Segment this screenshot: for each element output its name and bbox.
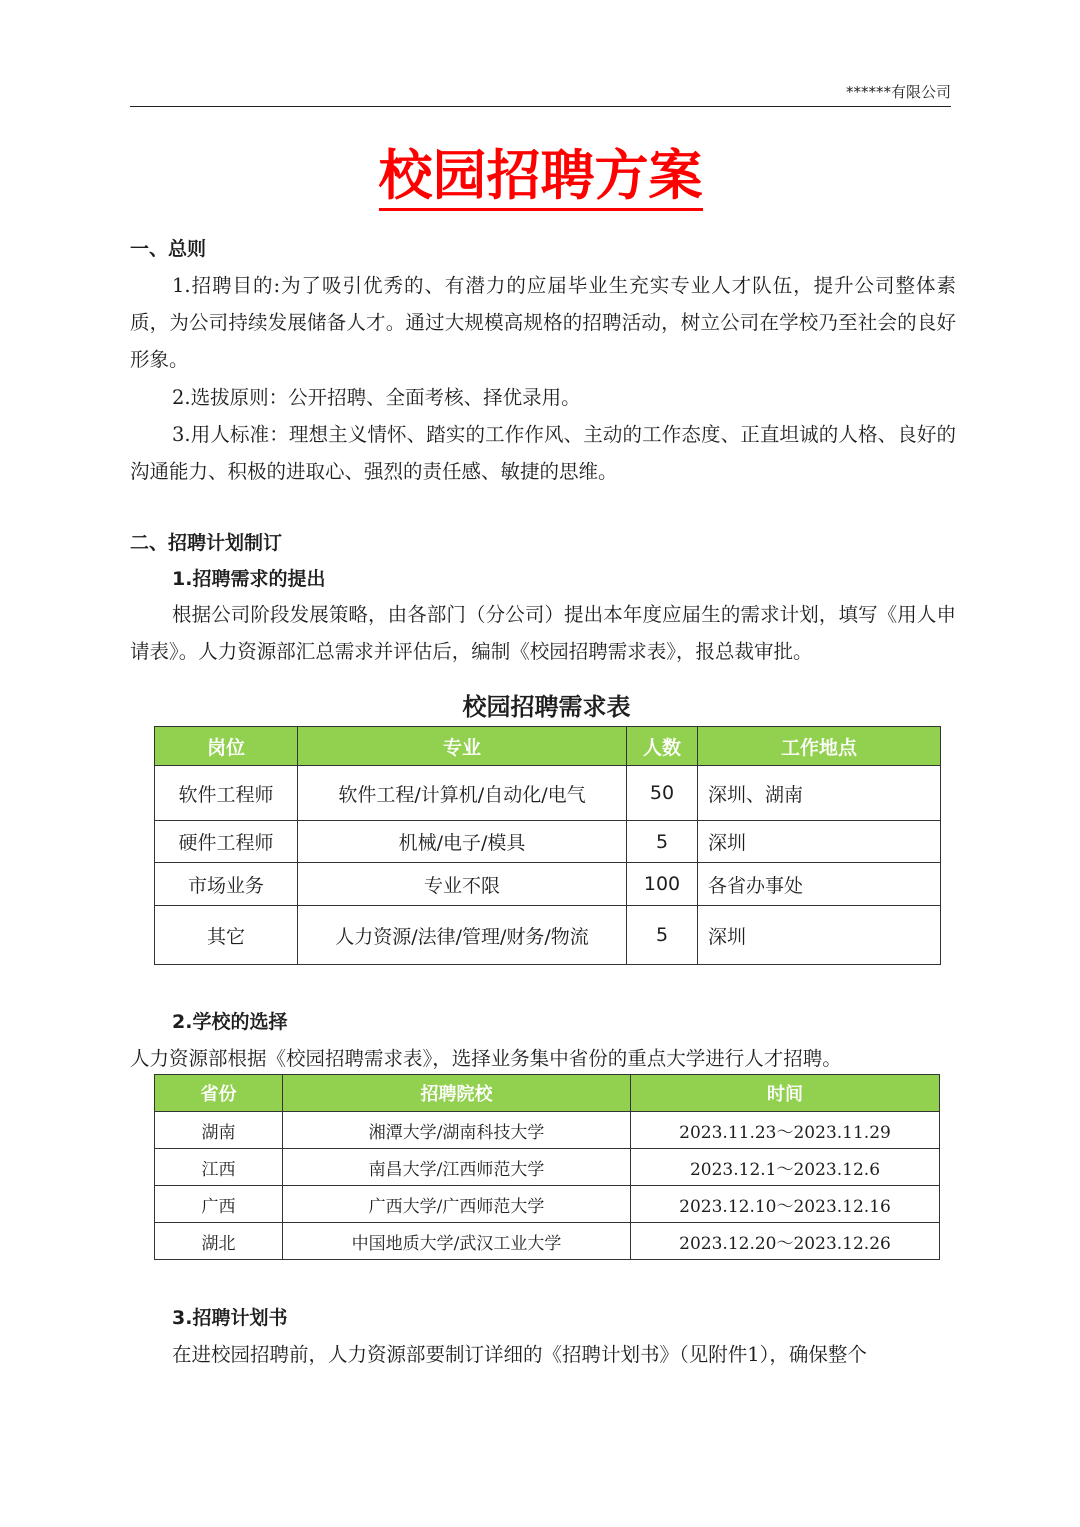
cell-school: 中国地质大学/武汉工业大学	[283, 1223, 631, 1260]
cell-province: 江西	[155, 1149, 283, 1186]
paragraph-recruit-purpose: 1.招聘目的:为了吸引优秀的、有潜力的应届毕业生充实专业人才队伍，提升公司整体素质，为公司持续发展储备人才。通过大规模高规格的招聘活动，树立公司在学校乃至社会的良好形象。	[130, 274, 956, 371]
table-row	[155, 906, 941, 965]
subheading-school-selection: 2.学校的选择	[172, 1011, 288, 1033]
table-row	[155, 766, 941, 821]
document-title	[130, 142, 951, 210]
cell-location: 各省办事处	[698, 863, 941, 906]
school-table	[154, 1074, 940, 1260]
header-divider	[130, 106, 951, 107]
table-row	[155, 863, 941, 906]
column-header-major: 专业	[298, 727, 627, 766]
paragraph-hiring-standard: 3.用人标准：理想主义情怀、踏实的工作作风、主动的工作态度、正直坦诚的人格、良好的沟通能力、积极的进取心、强烈的责任感、敏捷的思维。	[130, 423, 956, 483]
cell-headcount: 5	[627, 821, 698, 863]
table-row	[155, 1186, 940, 1223]
section-heading-plan: 二、招聘计划制订	[130, 532, 283, 554]
cell-time: 2023.12.20～2023.12.26	[631, 1223, 940, 1260]
demand-table-caption: 校园招聘需求表	[462, 693, 631, 721]
document-title-text: 校园招聘方案	[379, 144, 703, 211]
cell-major: 软件工程/计算机/自动化/电气	[298, 766, 627, 821]
column-header-position: 岗位	[155, 727, 298, 766]
column-header-school: 招聘院校	[283, 1075, 631, 1112]
column-header-location: 工作地点	[698, 727, 941, 766]
school-table-header-row	[155, 1075, 940, 1112]
paragraph-school-selection: 人力资源部根据《校园招聘需求表》，选择业务集中省份的重点大学进行人才招聘。	[130, 1047, 842, 1070]
subheading-recruit-plan: 3.招聘计划书	[172, 1307, 288, 1329]
demand-table	[154, 726, 941, 965]
table-row	[155, 1149, 940, 1186]
cell-location: 深圳	[698, 821, 941, 863]
cell-time: 2023.11.23～2023.11.29	[631, 1112, 940, 1149]
cell-school: 湘潭大学/湖南科技大学	[283, 1112, 631, 1149]
column-header-headcount: 人数	[627, 727, 698, 766]
paragraph-recruit-plan: 在进校园招聘前，人力资源部要制订详细的《招聘计划书》（见附件1），确保整个	[172, 1343, 867, 1366]
section-heading-general: 一、总则	[130, 238, 207, 260]
cell-headcount: 5	[627, 906, 698, 965]
paragraph-selection-principle: 2.选拔原则：公开招聘、全面考核、择优录用。	[172, 386, 581, 409]
cell-school: 广西大学/广西师范大学	[283, 1186, 631, 1223]
cell-headcount: 100	[627, 863, 698, 906]
cell-major: 人力资源/法律/管理/财务/物流	[298, 906, 627, 965]
cell-province: 广西	[155, 1186, 283, 1223]
cell-province: 湖南	[155, 1112, 283, 1149]
table-row	[155, 1112, 940, 1149]
cell-location: 深圳	[698, 906, 941, 965]
demand-table-header-row	[155, 727, 941, 766]
cell-major: 机械/电子/模具	[298, 821, 627, 863]
company-name: ******有限公司	[845, 83, 951, 101]
cell-position: 其它	[155, 906, 298, 965]
cell-time: 2023.12.10～2023.12.16	[631, 1186, 940, 1223]
cell-location: 深圳、湖南	[698, 766, 941, 821]
cell-province: 湖北	[155, 1223, 283, 1260]
table-row	[155, 1223, 940, 1260]
cell-major: 专业不限	[298, 863, 627, 906]
subheading-demand: 1.招聘需求的提出	[172, 568, 326, 590]
cell-position: 软件工程师	[155, 766, 298, 821]
column-header-province: 省份	[155, 1075, 283, 1112]
cell-position: 硬件工程师	[155, 821, 298, 863]
cell-headcount: 50	[627, 766, 698, 821]
cell-time: 2023.12.1～2023.12.6	[631, 1149, 940, 1186]
column-header-time: 时间	[631, 1075, 940, 1112]
paragraph-demand: 根据公司阶段发展策略，由各部门（分公司）提出本年度应届生的需求计划，填写《用人申请表》。人力资源部汇总需求并评估后，编制《校园招聘需求表》，报总裁审批。	[130, 603, 956, 663]
cell-school: 南昌大学/江西师范大学	[283, 1149, 631, 1186]
cell-position: 市场业务	[155, 863, 298, 906]
table-row	[155, 821, 941, 863]
